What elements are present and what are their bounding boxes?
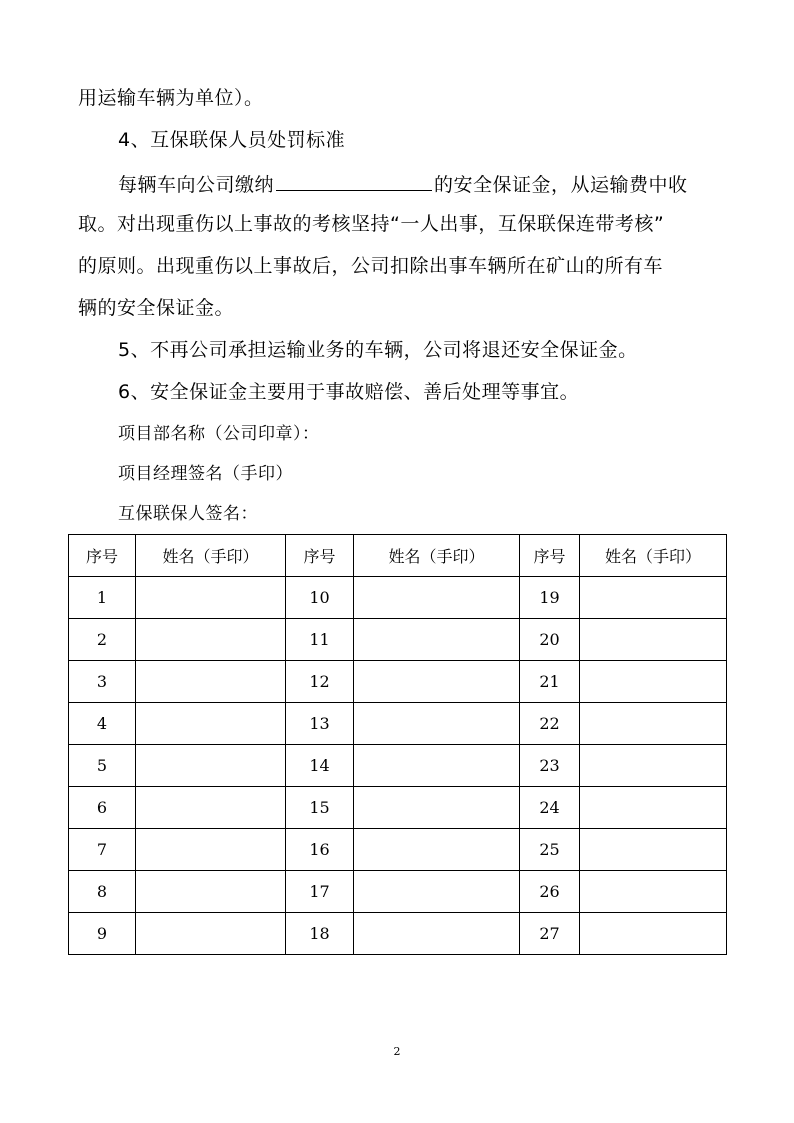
- signature-table: [68, 534, 727, 955]
- serial-number-cell: 8: [69, 871, 136, 913]
- paragraph-line: 的原则。出现重伤以上事故后，公司扣除出事车辆所在矿山的所有车: [78, 255, 664, 277]
- table-row: [69, 913, 727, 955]
- table-header-row: [69, 535, 727, 577]
- section-heading: 4、互保联保人员处罚标准: [118, 129, 346, 151]
- name-signature-cell[interactable]: [136, 703, 286, 745]
- name-signature-cell[interactable]: [136, 745, 286, 787]
- header-cell: 序号: [69, 535, 136, 577]
- name-signature-cell[interactable]: [580, 745, 727, 787]
- project-name-label: 项目部名称（公司印章）：: [118, 424, 320, 444]
- name-signature-cell[interactable]: [354, 829, 520, 871]
- name-signature-cell[interactable]: [136, 577, 286, 619]
- name-signature-cell[interactable]: [580, 619, 727, 661]
- name-signature-cell[interactable]: [580, 661, 727, 703]
- name-signature-cell[interactable]: [354, 787, 520, 829]
- serial-number-cell: 3: [69, 661, 136, 703]
- members-sign-label: 互保联保人签名：: [118, 504, 258, 524]
- name-signature-cell[interactable]: [580, 577, 727, 619]
- serial-number-cell: 9: [69, 913, 136, 955]
- serial-number-cell: 16: [286, 829, 354, 871]
- name-signature-cell[interactable]: [136, 829, 286, 871]
- name-signature-cell[interactable]: [580, 829, 727, 871]
- serial-number-cell: 23: [520, 745, 580, 787]
- serial-number-cell: 10: [286, 577, 354, 619]
- table-row: [69, 661, 727, 703]
- paragraph-line: [118, 170, 688, 197]
- serial-number-cell: 14: [286, 745, 354, 787]
- name-signature-cell[interactable]: [354, 913, 520, 955]
- name-signature-cell[interactable]: [136, 871, 286, 913]
- list-item: 5、不再公司承担运输业务的车辆，公司将退还安全保证金。: [118, 339, 638, 361]
- serial-number-cell: 1: [69, 577, 136, 619]
- serial-number-cell: 18: [286, 913, 354, 955]
- name-signature-cell[interactable]: [136, 661, 286, 703]
- paragraph-line: 辆的安全保证金。: [78, 297, 235, 319]
- serial-number-cell: 11: [286, 619, 354, 661]
- name-signature-cell[interactable]: [136, 913, 286, 955]
- table-row: [69, 787, 727, 829]
- table-row: [69, 745, 727, 787]
- name-signature-cell[interactable]: [354, 577, 520, 619]
- name-signature-cell[interactable]: [580, 913, 727, 955]
- serial-number-cell: 12: [286, 661, 354, 703]
- table-row: [69, 619, 727, 661]
- header-cell: 姓名（手印）: [580, 535, 727, 577]
- header-cell: 序号: [520, 535, 580, 577]
- serial-number-cell: 26: [520, 871, 580, 913]
- name-signature-cell[interactable]: [354, 871, 520, 913]
- page-number: 2: [393, 1045, 401, 1058]
- serial-number-cell: 20: [520, 619, 580, 661]
- serial-number-cell: 19: [520, 577, 580, 619]
- serial-number-cell: 25: [520, 829, 580, 871]
- serial-number-cell: 2: [69, 619, 136, 661]
- name-signature-cell[interactable]: [580, 703, 727, 745]
- paragraph-line: 取。对出现重伤以上事故的考核坚持“一人出事，互保联保连带考核”: [78, 213, 665, 235]
- name-signature-cell[interactable]: [354, 661, 520, 703]
- fill-in-blank[interactable]: [276, 170, 432, 191]
- manager-sign-label: 项目经理签名（手印）: [118, 464, 293, 484]
- name-signature-cell[interactable]: [354, 619, 520, 661]
- serial-number-cell: 13: [286, 703, 354, 745]
- serial-number-cell: 27: [520, 913, 580, 955]
- header-cell: 姓名（手印）: [354, 535, 520, 577]
- table-row: [69, 703, 727, 745]
- name-signature-cell[interactable]: [580, 871, 727, 913]
- paragraph-text: 每辆车向公司缴纳: [118, 174, 275, 196]
- serial-number-cell: 7: [69, 829, 136, 871]
- serial-number-cell: 6: [69, 787, 136, 829]
- serial-number-cell: 5: [69, 745, 136, 787]
- serial-number-cell: 17: [286, 871, 354, 913]
- serial-number-cell: 22: [520, 703, 580, 745]
- serial-number-cell: 4: [69, 703, 136, 745]
- paragraph-line: 用运输车辆为单位）。: [78, 87, 264, 109]
- header-cell: 序号: [286, 535, 354, 577]
- name-signature-cell[interactable]: [354, 703, 520, 745]
- header-cell: 姓名（手印）: [136, 535, 286, 577]
- serial-number-cell: 24: [520, 787, 580, 829]
- serial-number-cell: 15: [286, 787, 354, 829]
- name-signature-cell[interactable]: [580, 787, 727, 829]
- list-item: 6、安全保证金主要用于事故赔偿、善后处理等事宜。: [118, 381, 580, 403]
- name-signature-cell[interactable]: [136, 787, 286, 829]
- table-row: [69, 577, 727, 619]
- table-row: [69, 871, 727, 913]
- serial-number-cell: 21: [520, 661, 580, 703]
- name-signature-cell[interactable]: [354, 745, 520, 787]
- paragraph-text: 的安全保证金，从运输费中收: [434, 174, 688, 196]
- table-row: [69, 829, 727, 871]
- name-signature-cell[interactable]: [136, 619, 286, 661]
